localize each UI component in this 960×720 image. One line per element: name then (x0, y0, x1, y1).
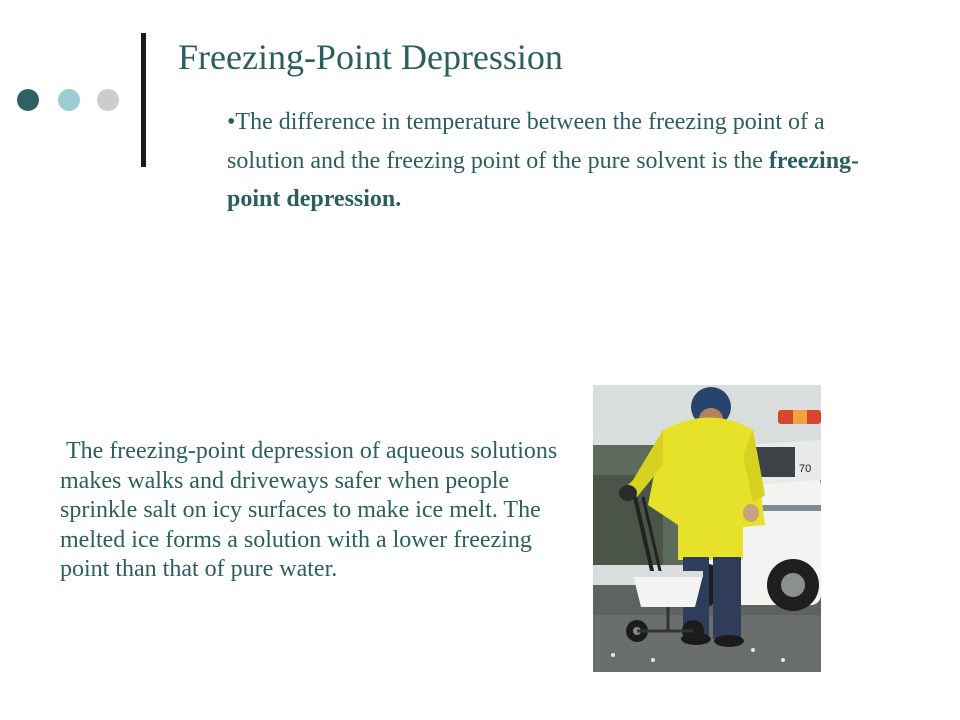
decor-dot-light (58, 89, 80, 111)
salt-spreading-photo (593, 385, 821, 672)
slide-title: Freezing-Point Depression (178, 37, 563, 77)
definition-bullet (227, 103, 877, 219)
photo-caption (60, 437, 560, 585)
bullet-marker: • (227, 109, 236, 135)
caption-text: The freezing-point depression of aqueous solutions makes walks and driveways safer when people sprinkle salt on icy surfaces to make ice melt. The melted ice forms a solution with a lower freezing point than that of pure water. (60, 438, 558, 582)
decor-dot-grey (97, 89, 119, 111)
bullet-term: freezing-point depression. (227, 147, 860, 212)
car-number: 70 (799, 463, 812, 475)
bullet-text: The difference in temperature between the freezing point of a solution and the freezing point of the pure solvent is the (227, 109, 825, 174)
decor-dot-dark (17, 89, 39, 111)
decor-vertical-bar (141, 33, 146, 167)
